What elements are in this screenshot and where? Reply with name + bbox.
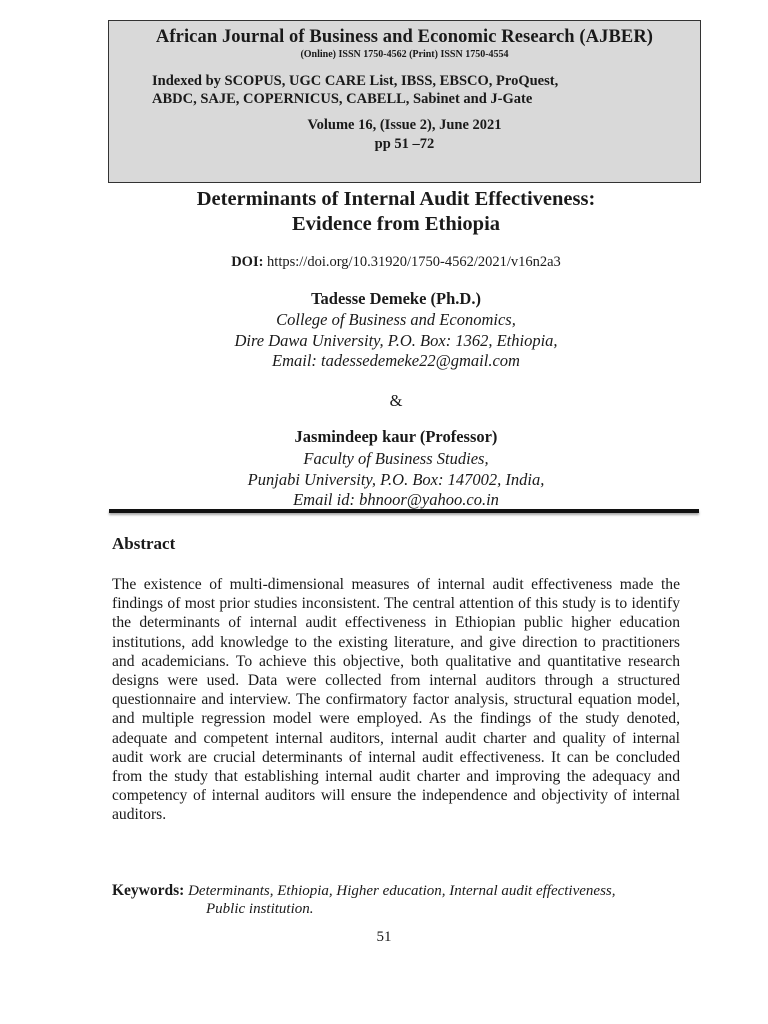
author-2-email[interactable]: Email id: bhnoor@yahoo.co.in	[293, 490, 499, 509]
abstract-heading: Abstract	[112, 534, 176, 553]
volume-issue: Volume 16, (Issue 2), June 2021	[307, 117, 502, 133]
page-number: 51	[376, 929, 392, 945]
page-range: pp 51 –72	[374, 136, 435, 152]
keywords-line-1: Determinants, Ethiopia, Higher education, Internal audit effectiveness,	[188, 883, 616, 899]
journal-indexing	[152, 72, 672, 108]
author-1-affiliation	[112, 310, 680, 372]
author-1-name: Tadesse Demeke (Ph.D.)	[311, 289, 481, 308]
author-2-affiliation-line-2: Punjabi University, P.O. Box: 147002, India,	[247, 469, 545, 489]
keywords	[112, 881, 680, 902]
indexing-line-2: ABDC, SAJE, COPERNICUS, CABELL, Sabinet and J-Gate	[152, 91, 533, 107]
keywords-line-2: Public institution.	[206, 901, 314, 917]
author-separator: &	[389, 391, 403, 410]
indexing-line-1: Indexed by SCOPUS, UGC CARE List, IBSS, EBSCO, ProQuest,	[152, 73, 559, 89]
journal-title: African Journal of Business and Economic Research (AJBER)	[155, 27, 654, 47]
paper-title-line-1: Determinants of Internal Audit Effectiveness:	[196, 188, 596, 210]
author-2-name: Jasmindeep kaur (Professor)	[294, 427, 498, 446]
journal-header-box	[108, 20, 701, 183]
author-1-affiliation-line-1: College of Business and Economics,	[276, 310, 516, 329]
doi-link[interactable]: https://doi.org/10.31920/1750-4562/2021/v16n2a3	[267, 254, 561, 270]
doi	[112, 254, 680, 271]
abstract-text: The existence of multi-dimensional measures of internal audit effectiveness made the findings of most prior studies inconsistent. The central attention of this study is to identify the determinants of internal audit effectiveness in Ethiopian public higher education institutions, add knowledge to the existing literature, and give direction to practitioners and academicians. To achieve this objective, both qualitative and quantitative research designs were used. Data were collected from internal auditors through a structured questionnaire and interview. The confirmatory factor analysis, structural equation model, and multiple regression model were employed. As the findings of the study denoted, adequate and competent internal auditors, internal audit charter and quality of internal audit work are crucial determinants of internal audit effectiveness. It can be concluded from the study that establishing internal audit charter and improving the adequacy and competency of internal auditors will ensure the independence and objectivity of internal auditors.	[112, 576, 680, 824]
section-divider	[109, 509, 699, 513]
journal-volume-info	[109, 116, 700, 154]
paper-title	[112, 187, 680, 237]
author-1-email[interactable]: Email: tadessedemeke22@gmail.com	[272, 351, 520, 370]
author-2-affiliation	[112, 449, 680, 511]
author-1-affiliation-line-2: Dire Dawa University, P.O. Box: 1362, Ethiopia,	[234, 330, 558, 350]
keywords-label: Keywords:	[112, 882, 185, 899]
paper-title-line-2: Evidence from Ethiopia	[291, 213, 501, 235]
author-2-affiliation-line-1: Faculty of Business Studies,	[303, 449, 489, 468]
doi-label: DOI:	[231, 254, 264, 270]
journal-issn: (Online) ISSN 1750-4562 (Print) ISSN 1750-4554	[300, 49, 509, 60]
